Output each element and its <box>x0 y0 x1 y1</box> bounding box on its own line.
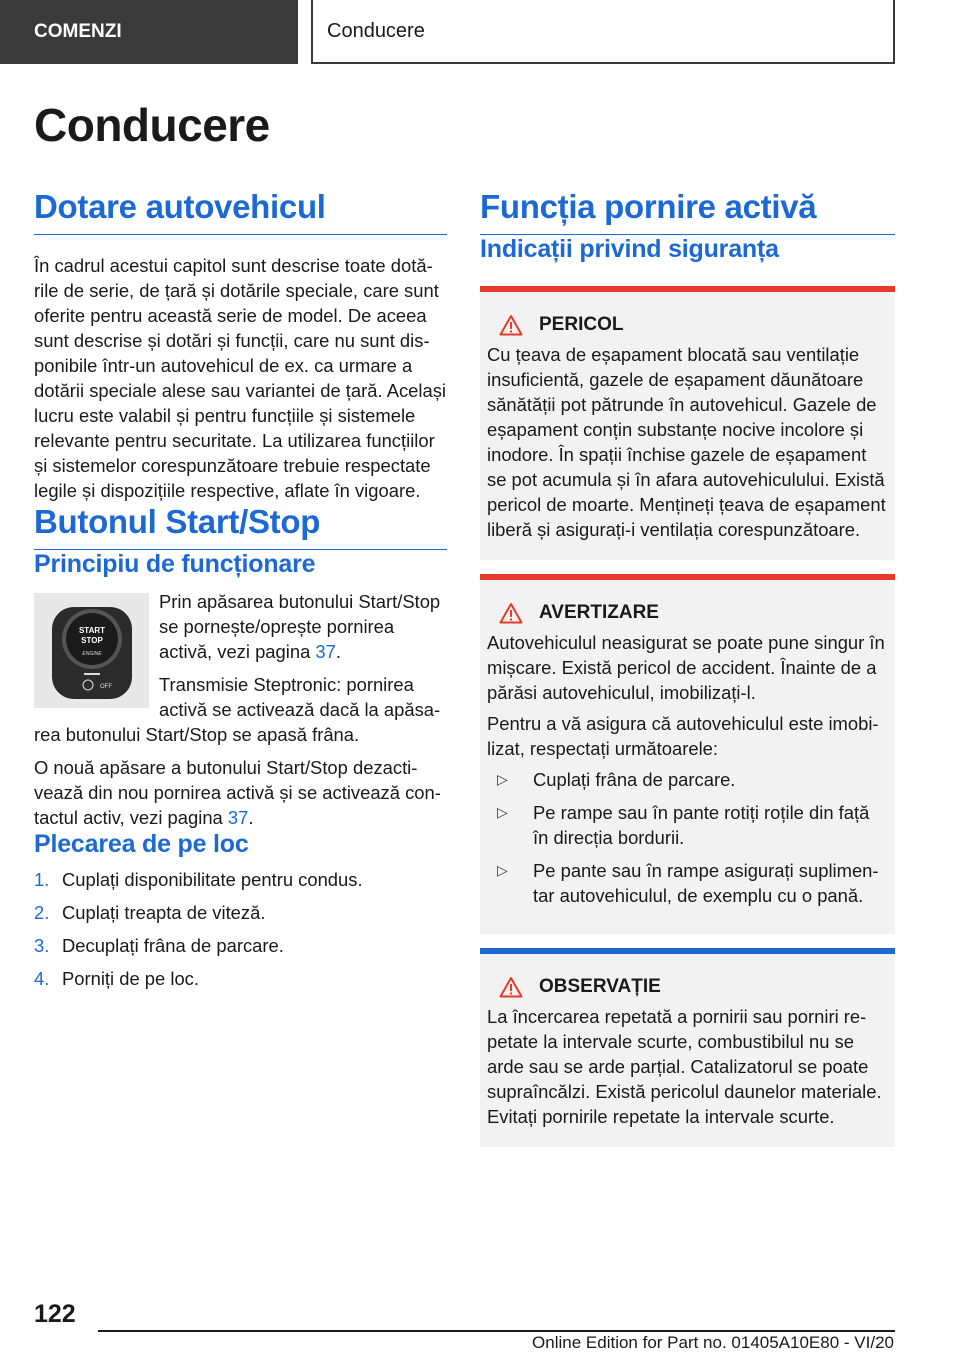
list-item <box>34 966 447 991</box>
list-item-text: Pe pante sau în rampe asigurați suplimentar autovehiculul, de exemplu cu o pană. <box>533 860 879 906</box>
footer-divider <box>98 1330 895 1332</box>
list-item <box>34 867 447 892</box>
warning-box-title: AVERTIZARE <box>539 602 659 623</box>
page-number: 122 <box>34 1300 76 1328</box>
warning-triangle-icon <box>499 976 523 998</box>
list-item <box>487 800 887 850</box>
section-heading-dotare: Dotare autovehicul <box>34 188 447 235</box>
triangle-bullet-icon: ▷ <box>497 804 508 820</box>
list-item <box>487 858 887 908</box>
subheading-plecarea: Plecarea de pe loc <box>34 830 249 858</box>
image-label-engine: ENGINE <box>82 651 102 657</box>
image-label-stop: STOP <box>81 636 103 645</box>
step-text: Cuplați disponibilitate pentru condus. <box>62 869 363 890</box>
right-column <box>480 188 895 1147</box>
subheading-indicatii: Indicații privind siguranța <box>480 235 779 263</box>
list-item-text: Cuplați frâna de parcare. <box>533 769 736 790</box>
danger-box <box>480 286 895 560</box>
warning-box-list <box>487 767 887 908</box>
triangle-bullet-icon: ▷ <box>497 771 508 787</box>
left-column <box>34 188 447 999</box>
list-item-text: Pe rampe sau în pante rotiți roțile din față în direcția bordurii. <box>533 802 870 848</box>
warning-box <box>480 574 895 934</box>
start-stop-button-icon <box>34 593 149 708</box>
note-box-title: OBSERVAȚIE <box>539 976 661 997</box>
note-box <box>480 948 895 1147</box>
list-item <box>487 767 887 792</box>
section-heading-buton: Butonul Start/Stop <box>34 503 447 550</box>
note-box-header <box>487 976 887 998</box>
header-chapter-label: Conducere <box>327 19 425 42</box>
list-item <box>34 933 447 958</box>
principiu-p3 <box>34 755 447 830</box>
principiu-p2: Transmisie Steptronic: pornirea activă se activează dacă la apăsarea butonului Start/Stop se apasă frâna. <box>34 674 441 745</box>
step-number: 2. <box>34 902 50 923</box>
principiu-block <box>34 589 447 830</box>
list-item <box>34 900 447 925</box>
page-link-37-b[interactable]: 37 <box>227 807 249 828</box>
warning-triangle-icon <box>499 602 523 624</box>
warning-box-text: Autovehiculul neasigurat se poate pune singur în mișcare. Există pericol de accident. Înainte de a părăsi autovehiculul, imobilizați-l. <box>487 632 885 703</box>
triangle-bullet-icon: ▷ <box>497 862 508 878</box>
step-text: Cuplați treapta de viteză. <box>62 902 266 923</box>
header-section-label: COMENZI <box>34 21 122 42</box>
step-number: 3. <box>34 935 50 956</box>
principiu-p3-text: O nouă apăsare a butonului Start/Stop dezactivează din nou pornirea activă și se activează contactul activ, vezi pagina <box>34 757 441 828</box>
warning-triangle-icon <box>499 314 523 336</box>
page-title: Conducere <box>34 99 270 151</box>
step-number: 4. <box>34 968 50 989</box>
image-label-off: OFF <box>100 684 112 690</box>
principiu-p1-end: . <box>335 641 342 662</box>
step-text: Decuplați frâna de parcare. <box>62 935 284 956</box>
dotare-text: În cadrul acestui capitol sunt descrise toate dotările de serie, de țară și dotările speciale, care sunt oferite pentru această serie de model. De aceea sunt descrise și dotări și funcții, care nu sunt disponibile într-un autovehicul de ex. ca urmare a dotării speciale alese sau variantei de țară. Același lucru este valabil și pentru funcțiile și sistemele relevante pentru securitate. La utilizarea funcțiilor și sistemelor corespunzătoare trebuie respectate legile și dispozițiile respective, aflate în vigoare. <box>34 255 446 501</box>
plecarea-steps-list <box>34 867 447 991</box>
header-section-tab <box>0 0 298 64</box>
step-text: Porniți de pe loc. <box>62 968 199 989</box>
footer-edition: Online Edition for Part no. 01405A10E80 - VI/20 <box>532 1333 894 1352</box>
warning-box-header <box>487 602 887 624</box>
note-box-text: La încercarea repetată a pornirii sau porniri repetate la intervale scurte, combustibilul nu se arde sau se arde parțial. Catalizatorul se poate supraîncălzi. Există pericolul daunelor materiale. Evitați pornirile repetate la intervale scurte. <box>487 1006 882 1127</box>
section-heading-pornire-activa: Funcția pornire activă <box>480 188 895 235</box>
principiu-p1-text: Prin apăsarea butonului Start/Stop se pornește/oprește pornirea activă, vezi pagina <box>159 591 441 662</box>
warning-box-text2: Pentru a vă asigura că autovehiculul este imobilizat, respectați următoarele: <box>487 713 879 759</box>
step-number: 1. <box>34 869 50 890</box>
danger-box-title: PERICOL <box>539 314 624 335</box>
danger-box-header <box>487 314 887 336</box>
page-link-37-a[interactable]: 37 <box>315 641 336 662</box>
principiu-p3-end: . <box>248 807 254 828</box>
image-label-start: START <box>78 626 106 635</box>
header-chapter-tab <box>311 0 895 64</box>
danger-box-text: Cu țeava de eșapament blocată sau ventilație insuficientă, gazele de eșapament dăunătoare sănătății pot pătrunde în autovehicul. Gazele de eșapament conțin substanțe nocive incolore și inodore. În spații închise gazele de eșapament se pot acumula și în afara autovehiculului. Există pericol de moarte. Mențineți țeava de eșapament liberă și asigurați-i ventilația corespunzătoare. <box>487 344 886 540</box>
start-stop-button-image <box>34 593 149 708</box>
subheading-principiu: Principiu de funcționare <box>34 550 316 578</box>
